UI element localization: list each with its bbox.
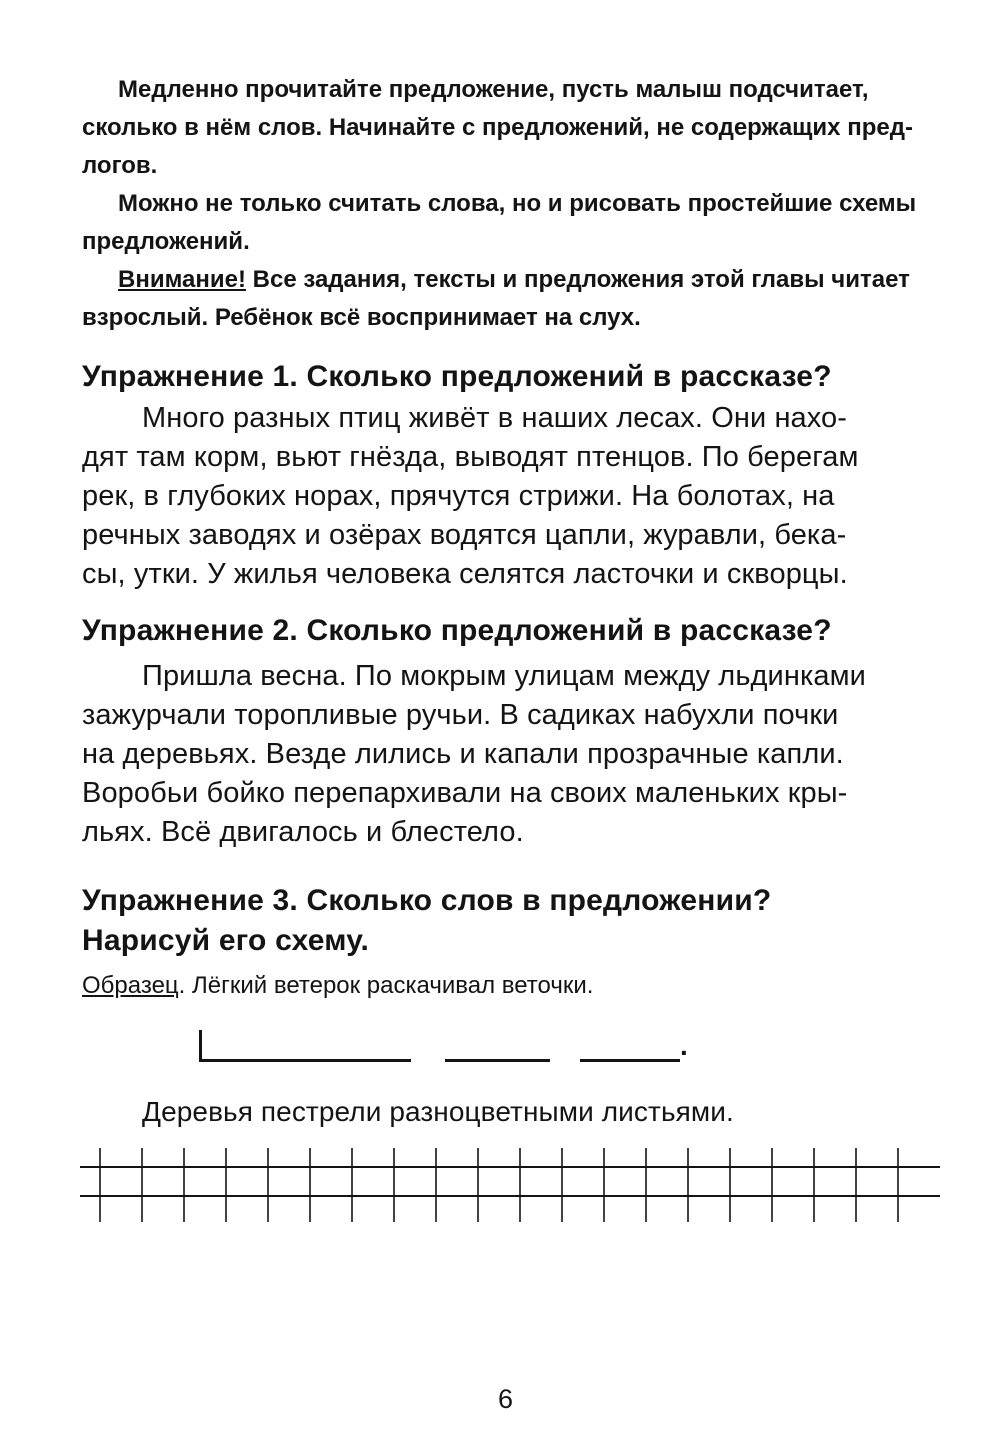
exercise-3-subtitle: Нарисуй его схему. xyxy=(82,924,370,957)
answer-grid-lines xyxy=(80,1140,940,1230)
scheme-word-line xyxy=(199,1059,411,1062)
attention-label: Внимание! xyxy=(118,266,246,293)
exercise-1-text-line: сы, утки. У жилья человека селятся ласточки и скворцы. xyxy=(82,558,848,590)
exercise-2-text-line: Воробьи бойко перепархивали на своих маленьких кры- xyxy=(82,777,848,809)
intro-line: сколько в нём слов. Начинайте с предложений, не содержащих пред- xyxy=(82,114,913,141)
exercise-3-title: Упражнение 3. Сколько слов в предложении? xyxy=(82,884,772,917)
exercise-2-title: Упражнение 2. Сколько предложений в рассказе? xyxy=(82,614,832,647)
task-sentence: Деревья пестрели разноцветными листьями. xyxy=(142,1096,734,1127)
answer-grid[interactable] xyxy=(80,1140,940,1230)
exercise-1-text-line: Много разных птиц живёт в наших лесах. Они нахо- xyxy=(142,402,848,434)
sample-line xyxy=(82,972,1000,1000)
intro-line xyxy=(118,266,1000,294)
scheme-sentence-start-mark xyxy=(199,1030,202,1062)
scheme-period: . xyxy=(680,1030,688,1061)
exercise-2-text-line: Пришла весна. По мокрым улицам между льдинками xyxy=(142,660,866,692)
exercise-1-text-line: речных заводях и озёрах водятся цапли, журавли, бека- xyxy=(82,519,847,551)
sample-label: Образец xyxy=(82,972,179,999)
intro-line: взрослый. Ребёнок всё воспринимает на слух. xyxy=(82,304,641,331)
exercise-2-text-line: на деревьях. Везде лились и капали прозрачные капли. xyxy=(82,738,844,770)
scheme-word-line xyxy=(445,1059,550,1062)
scheme-word-line xyxy=(580,1059,680,1062)
sample-sentence: . Лёгкий ветерок раскачивал веточки. xyxy=(178,972,594,999)
exercise-2-text-line: льях. Всё двигалось и блестело. xyxy=(82,816,524,848)
intro-line: Медленно прочитайте предложение, пусть малыш подсчитает, xyxy=(118,76,869,103)
exercise-1-text-line: рек, в глубоких норах, прячутся стрижи. На болотах, на xyxy=(82,480,835,512)
intro-line: предложений. xyxy=(82,228,250,255)
page-number: 6 xyxy=(498,1384,514,1414)
attention-text: Все задания, тексты и предложения этой главы читает xyxy=(245,266,910,293)
exercise-1-text-line: дят там корм, вьют гнёзда, выводят птенцов. По берегам xyxy=(82,441,859,473)
intro-line: логов. xyxy=(82,152,158,179)
exercise-1-title: Упражнение 1. Сколько предложений в рассказе? xyxy=(82,360,832,393)
exercise-2-text-line: зажурчали торопливые ручьи. В садиках набухли почки xyxy=(82,699,839,731)
intro-line: Можно не только считать слова, но и рисовать простейшие схемы xyxy=(118,190,917,217)
